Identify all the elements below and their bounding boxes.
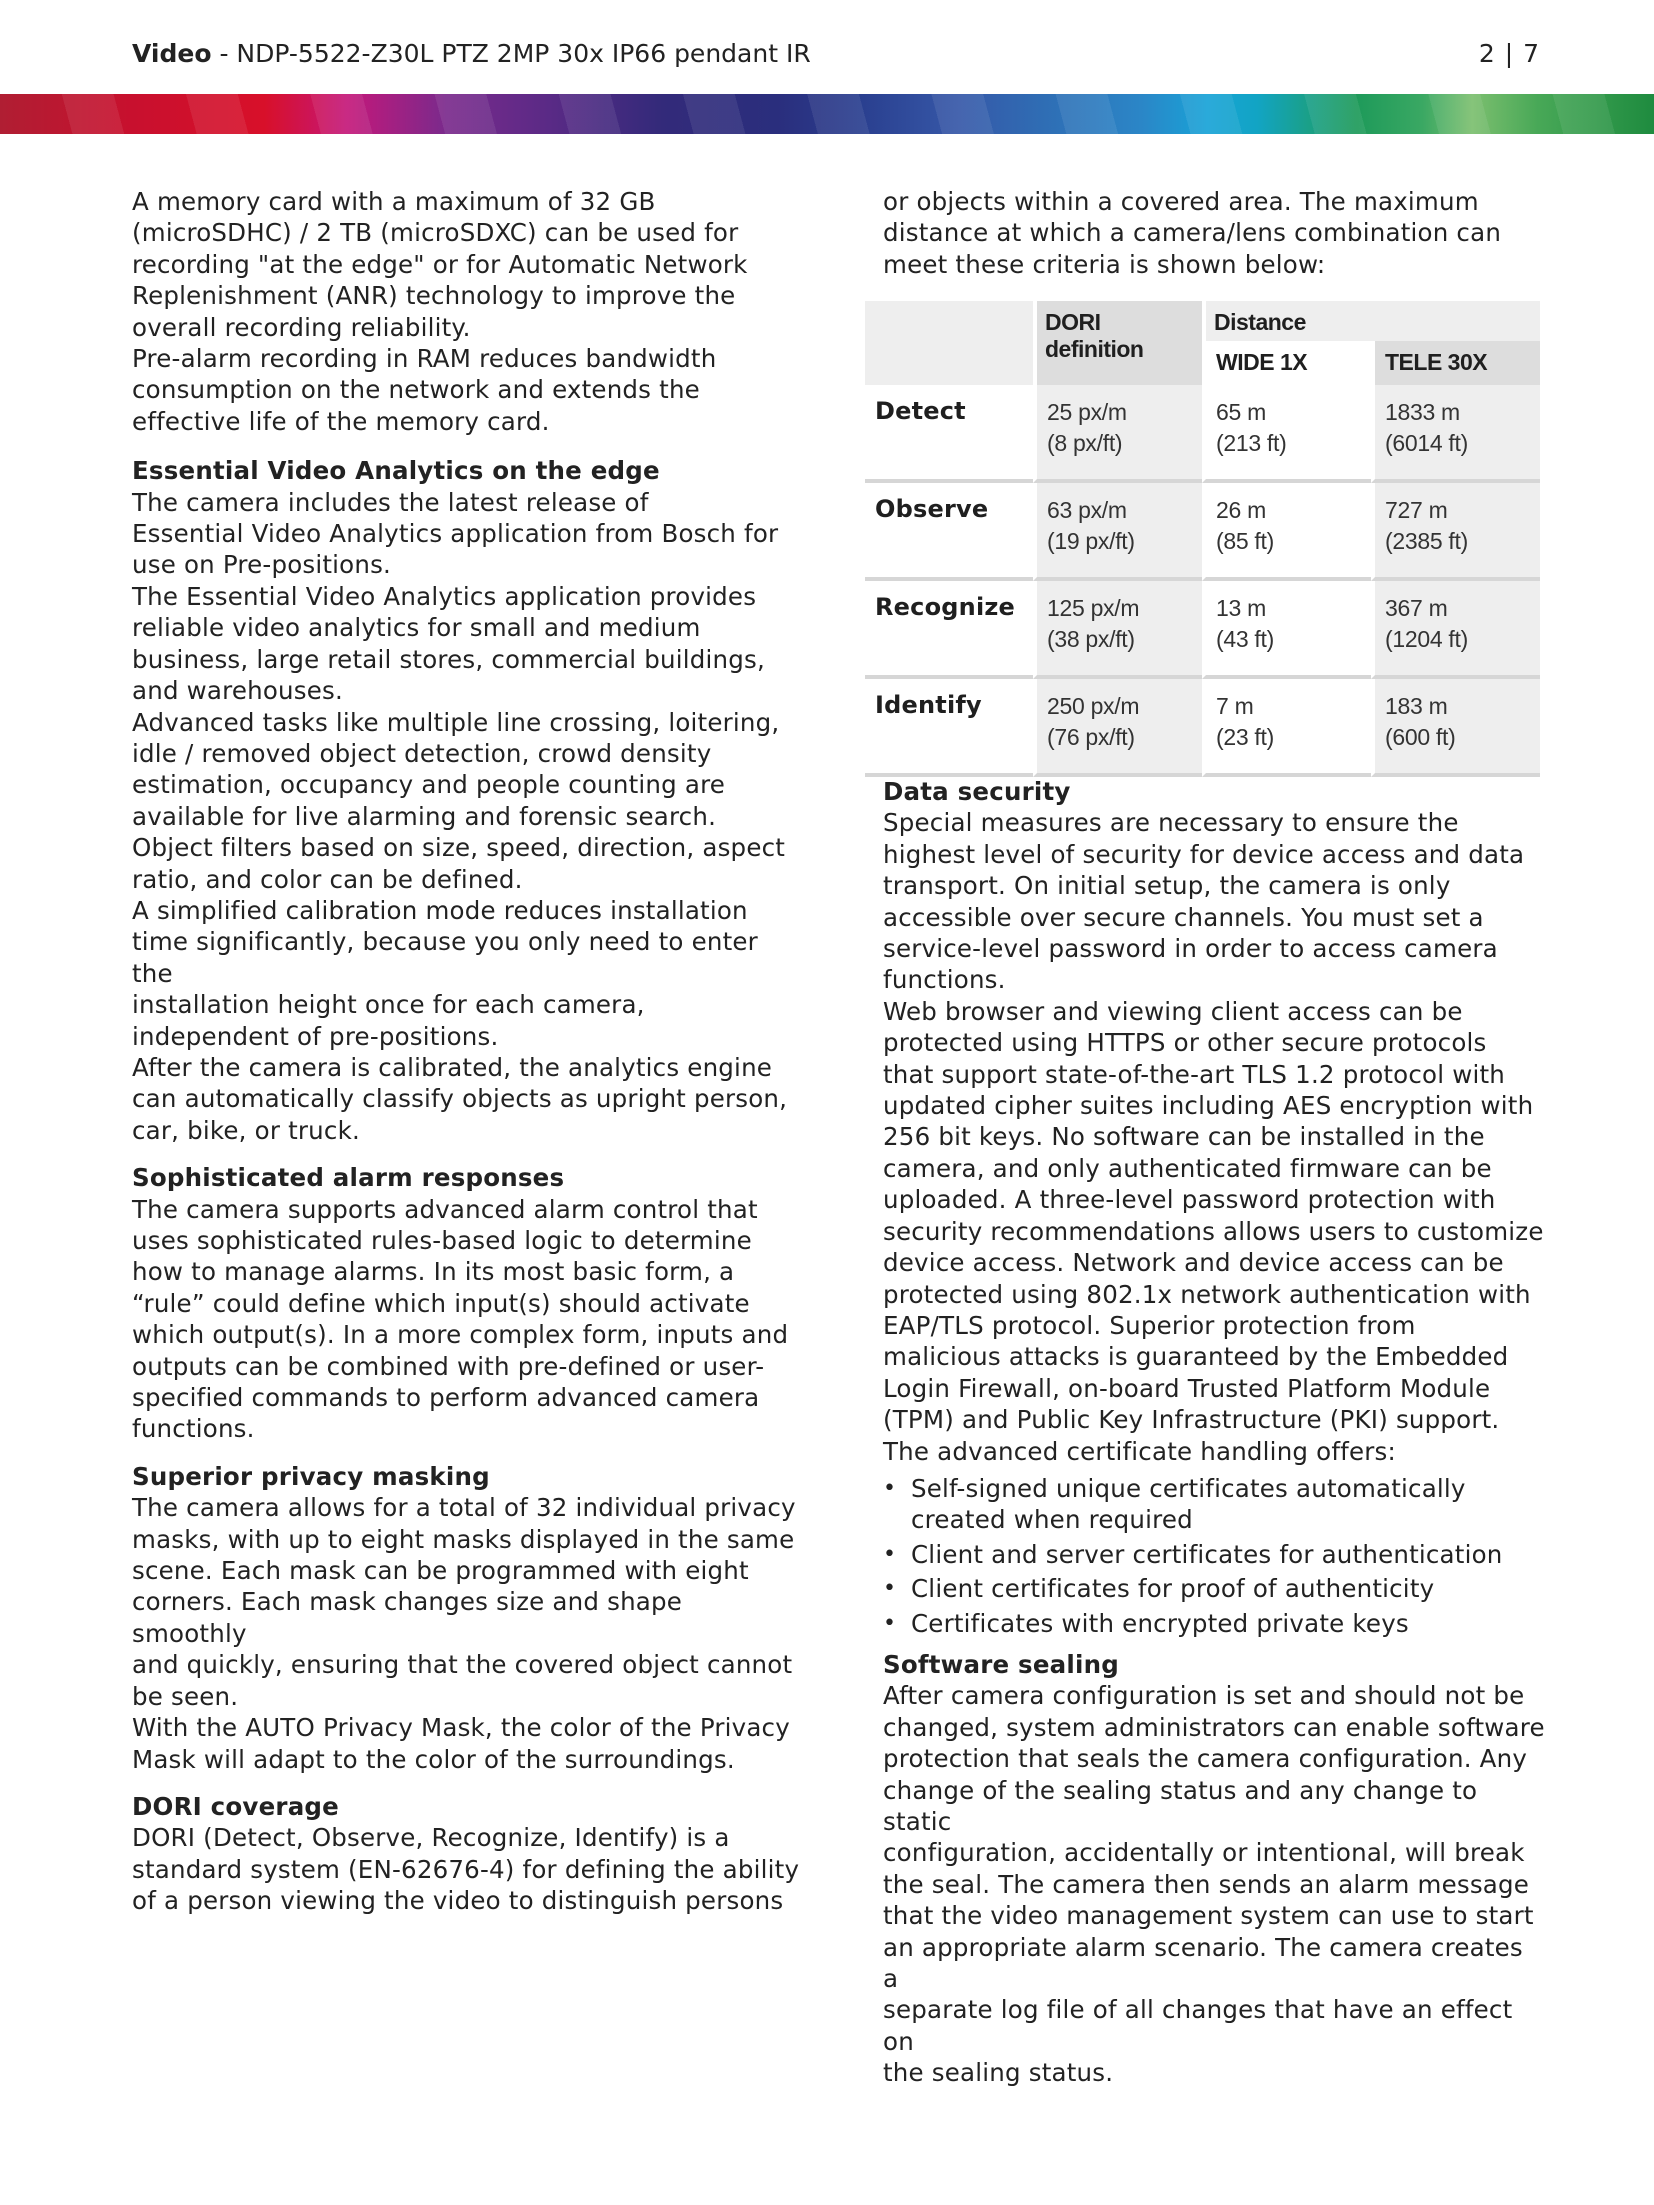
list-item: • Client certificates for proof of authenticity (883, 1573, 1545, 1604)
security-paragraph: Special measures are necessary to ensure the highest level of security for device access and data transport. On initial setup, the camera is only accessible over secure channels. You must set a service-level password in order to access camera functions. Web browser and viewing client access can be protected using HTTPS or other secure protocols that support state-of-the-art TLS 1.2 protocol with updated cipher suites including AES encryption with 256 bit keys. No software can be installed in the camera, and only authenticated firmware can be uploaded. A three-level password protection with security recommendations allows users to customize device access. Network and device access can be protected using 802.1x network authentication with EAP/TLS protocol. Superior protection from malicious attacks is guaranteed by the Embedded Login Firewall, on-board Trusted Platform Module (TPM) and Public Key Infrastructure (PKI) support. The advanced certificate handling offers: (883, 808, 1544, 1466)
table-row (865, 581, 1540, 679)
row-label-identify: Identify (865, 679, 1033, 777)
list-item: • Self-signed unique certificates automatically created when required (883, 1473, 1545, 1536)
left-column (132, 186, 804, 1917)
section-heading-privacy: Superior privacy masking (132, 1461, 490, 1491)
eva-paragraph: The camera includes the latest release of Essential Video Analytics application from Bosch for use on Pre-positions. The Essential Video Analytics application provides reliable video analytics for small and medium business, large retail stores, commercial buildings, and warehouses. Advanced tasks like multiple line crossing, loitering, idle / removed object detection, crowd density estimation, occupancy and people counting are available for live alarming and forensic search. Object filters based on size, speed, direction, aspect ratio, and color can be defined. A simplified calibration mode reduces installation time significantly, because you only need to enter the installation height once for each camera, independent of pre-positions. After the camera is calibrated, the analytics engine can automatically classify objects as upright person, car, bike, or truck. (132, 487, 788, 1145)
table-header-blank-2 (865, 341, 1033, 385)
cell-tele: 1833 m (6014 ft) (1371, 385, 1540, 483)
cell-wide: 7 m (23 ft) (1202, 679, 1371, 777)
cell-wide: 26 m (85 ft) (1202, 483, 1371, 581)
table-header-blank (865, 301, 1033, 341)
table-row (865, 679, 1540, 777)
dori-table (865, 301, 1540, 777)
cell-wide: 65 m (213 ft) (1202, 385, 1371, 483)
document-title (132, 34, 811, 74)
right-column (883, 186, 1545, 280)
section-heading-security: Data security (883, 777, 1071, 806)
list-item: • Client and server certificates for authentication (883, 1539, 1545, 1570)
row-label-observe: Observe (865, 483, 1033, 581)
section-heading-alarm: Sophisticated alarm responses (132, 1163, 565, 1193)
cell-tele: 183 m (600 ft) (1371, 679, 1540, 777)
brand-color-stripe (0, 94, 1654, 134)
page-number: 2 | 7 (1478, 39, 1540, 68)
section-heading-eva: Essential Video Analytics on the edge (132, 456, 660, 486)
right-column-lower (883, 776, 1545, 2089)
row-label-detect: Detect (865, 385, 1033, 483)
row-label-recognize: Recognize (865, 581, 1033, 679)
cell-tele: 367 m (1204 ft) (1371, 581, 1540, 679)
cell-definition: 25 px/m (8 px/ft) (1033, 385, 1202, 483)
table-header-wide: WIDE 1X (1202, 341, 1371, 385)
document-title-category: Video (132, 39, 212, 68)
list-item: • Certificates with encrypted private keys (883, 1608, 1545, 1639)
document-title-product: - NDP-5522-Z30L PTZ 2MP 30x IP66 pendant IR (211, 39, 811, 68)
dori-paragraph: DORI (Detect, Observe, Recognize, Identify) is a standard system (EN-62676-4) for defining the ability of a person viewing the video to distinguish persons (132, 1823, 800, 1916)
certificate-list (883, 1473, 1545, 1639)
page-header (132, 34, 1540, 74)
dori-paragraph-continued: or objects within a covered area. The maximum distance at which a camera/lens combination can meet these criteria is shown below: (883, 187, 1502, 279)
table-header-tele: TELE 30X (1371, 341, 1540, 385)
alarm-paragraph: The camera supports advanced alarm control that uses sophisticated rules-based logic to determine how to manage alarms. In its most basic form, a “rule” could define which input(s) should activate which output(s). In a more complex form, inputs and outputs can be combined with pre-defined or user- specified commands to perform advanced camera functions. (132, 1194, 789, 1444)
privacy-paragraph: The camera allows for a total of 32 individual privacy masks, with up to eight masks displayed in the same scene. Each mask can be programmed with eight corners. Each mask changes size and shape smoothly and quickly, ensuring that the covered object cannot be seen. With the AUTO Privacy Mask, the color of the Privacy Mask will adapt to the color of the surroundings. (132, 1493, 796, 1774)
table-header-distance: Distance (1202, 301, 1540, 341)
section-heading-sealing: Software sealing (883, 1649, 1119, 1679)
section-heading-dori: DORI coverage (132, 1791, 339, 1821)
cell-wide: 13 m (43 ft) (1202, 581, 1371, 679)
cell-definition: 63 px/m (19 px/ft) (1033, 483, 1202, 581)
table-row (865, 385, 1540, 483)
sealing-paragraph: After camera configuration is set and should not be changed, system administrators can enable software protection that seals the camera configuration. Any change of the sealing status and any change to static configuration, accidentally or intentional, will break the seal. The camera then sends an alarm message that the video management system can use to start an appropriate alarm scenario. The camera creates a separate log file of all changes that have an effect on the sealing status. (883, 1681, 1545, 2088)
cell-definition: 125 px/m (38 px/ft) (1033, 581, 1202, 679)
table-row (865, 483, 1540, 581)
cell-definition: 250 px/m (76 px/ft) (1033, 679, 1202, 777)
memory-card-paragraph: A memory card with a maximum of 32 GB (microSDHC) / 2 TB (microSDXC) can be used for recording "at the edge" or for Automatic Network Replenishment (ANR) technology to improve the overall recording reliability. Pre-alarm recording in RAM reduces bandwidth consumption on the network and extends the effective life of the memory card. (132, 187, 748, 436)
cell-tele: 727 m (2385 ft) (1371, 483, 1540, 581)
table-header-definition: DORI definition (1033, 301, 1202, 385)
